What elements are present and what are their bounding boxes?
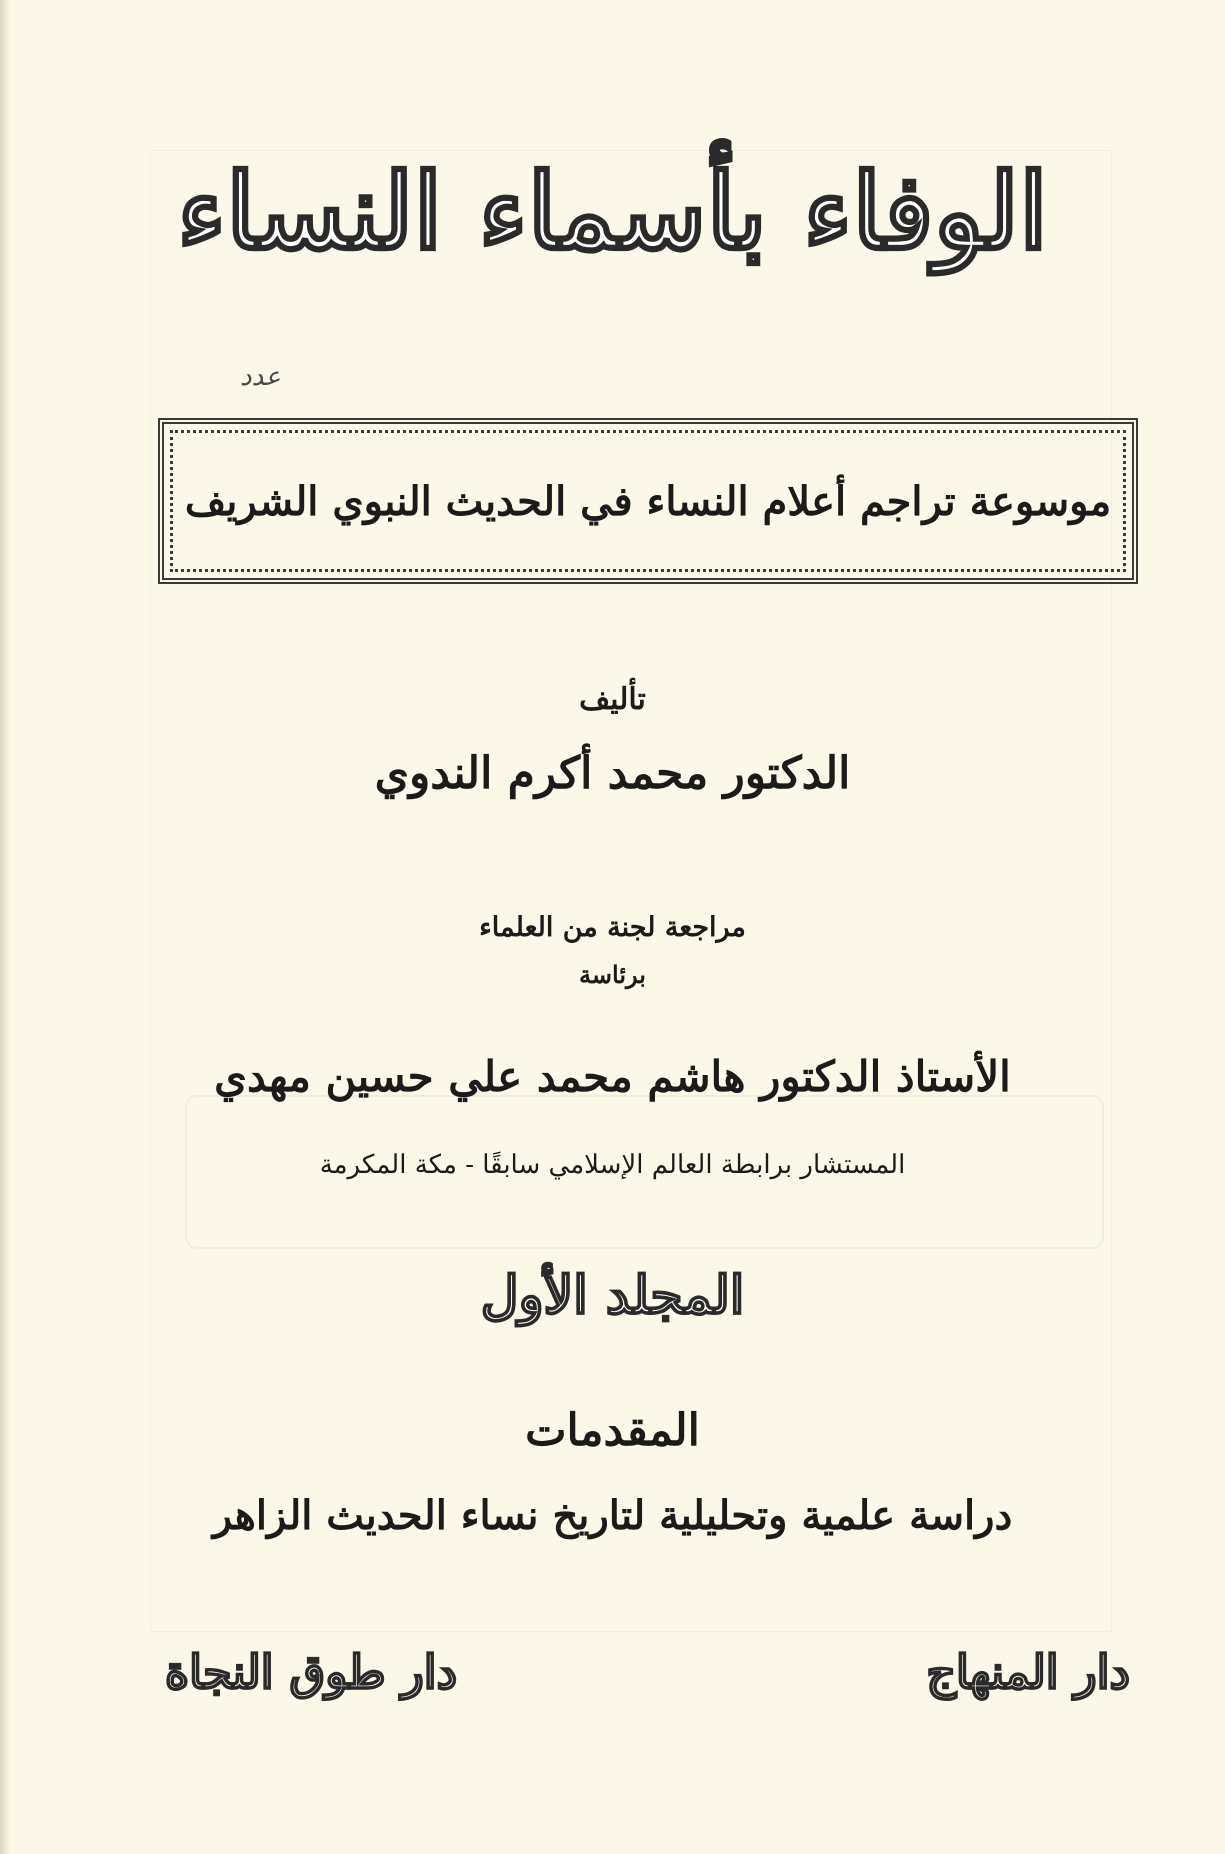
book-subtitle: موسوعة تراجم أعلام النساء في الحديث النبوي الشريف (184, 477, 1112, 525)
reviewer-name: الأستاذ الدكتور هاشم محمد علي حسين مهدي (214, 1052, 1011, 1101)
volume-label: المجلد الأول (480, 1265, 745, 1326)
title-mark: عدد (240, 362, 281, 392)
subtitle-ornamental-frame (158, 418, 1138, 584)
author-label: تأليف (579, 682, 646, 717)
publisher-logo-minhaj: دار المنهاج (926, 1645, 1130, 1699)
reviewer-role: المستشار برابطة العالم الإسلامي سابقًا - مكة المكرمة (319, 1150, 906, 1180)
study-description: دراسة علمية وتحليلية لتاريخ نساء الحديث الزاهر (212, 1492, 1013, 1539)
section-title: المقدمات (525, 1405, 700, 1456)
publisher-logo-tawq: دار طوق النجاة (165, 1645, 458, 1699)
review-committee-label: مراجعة لجنة من العلماء (479, 912, 746, 943)
book-title: الوفاء بأسماء النساء (177, 150, 1048, 273)
author-name: الدكتور محمد أكرم الندوي (374, 748, 851, 799)
subtitle-inner-border (170, 430, 1126, 572)
chair-label: برئاسة (579, 960, 646, 989)
